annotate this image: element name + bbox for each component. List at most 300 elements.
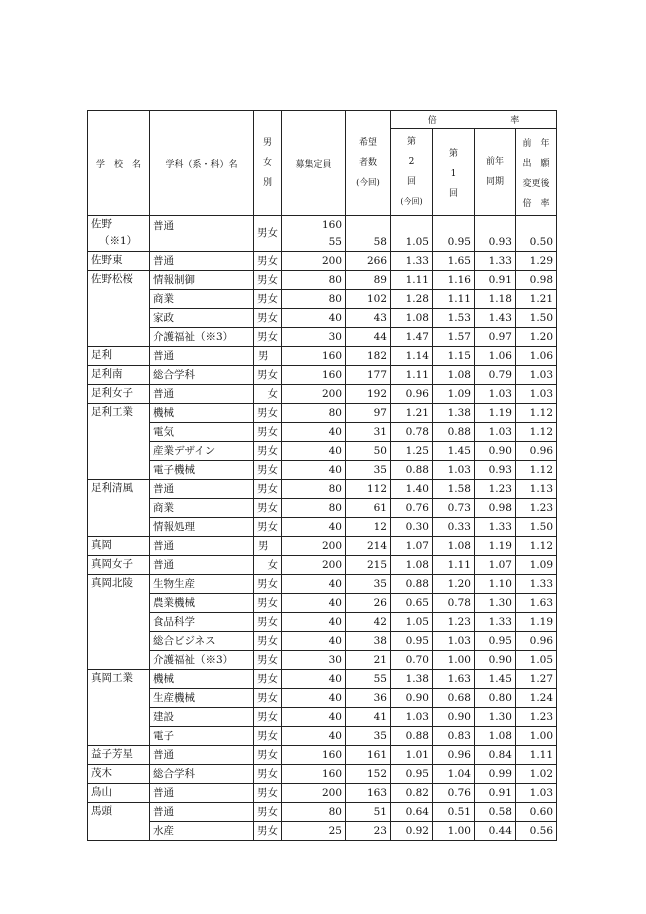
r1-value: 0.51 <box>433 803 475 822</box>
prev-value: 0.91 <box>475 784 516 803</box>
app-value: 51 <box>346 803 391 822</box>
capacity-value <box>282 765 346 784</box>
school-name-line: 佐野 <box>91 218 112 230</box>
school-name-line: （※1） <box>99 235 138 247</box>
pf-value: 0.96 <box>516 632 557 651</box>
school-name <box>88 803 150 841</box>
app-value: 152 <box>346 765 391 784</box>
capacity-line: 40 <box>328 634 342 647</box>
capacity-line: 80 <box>328 273 342 286</box>
pf-value: 1.23 <box>516 499 557 518</box>
r1-value: 1.16 <box>433 271 475 290</box>
capacity-line: 160 <box>321 368 342 381</box>
r2-value: 1.14 <box>391 347 433 366</box>
school-name <box>88 271 150 347</box>
prev-value: 1.10 <box>475 575 516 594</box>
pf-value: 1.03 <box>516 385 557 404</box>
sex-value: 男女 <box>254 290 282 309</box>
capacity-value <box>282 404 346 423</box>
prev-value: 1.33 <box>475 252 516 271</box>
header-round1: 第 1 回 <box>433 129 475 216</box>
pf-value: 0.96 <box>516 442 557 461</box>
app-value: 177 <box>346 366 391 385</box>
course-name: 電子機械 <box>150 461 254 480</box>
course-name: 普通 <box>150 746 254 765</box>
sex-value: 女 <box>254 556 282 575</box>
r1-value: 1.53 <box>433 309 475 328</box>
prev-value: 0.93 <box>475 216 516 252</box>
school-name-line: 真岡工業 <box>91 672 133 684</box>
course-name: 介護福祉（※3） <box>150 328 254 347</box>
pf-value: 1.21 <box>516 290 557 309</box>
header-course: 学科（系・科）名 <box>150 111 254 216</box>
school-name-line: 佐野松桜 <box>91 273 133 285</box>
course-name: 普通 <box>150 216 254 252</box>
course-name: 生物生産 <box>150 575 254 594</box>
table-row <box>88 651 557 670</box>
table-row <box>88 746 557 765</box>
r2-value: 1.03 <box>391 708 433 727</box>
r2-value: 0.82 <box>391 784 433 803</box>
r2-value: 0.88 <box>391 727 433 746</box>
capacity-line: 80 <box>328 406 342 419</box>
school-name-line: 茂木 <box>91 767 112 779</box>
capacity-line: 40 <box>328 672 342 685</box>
table-row <box>88 594 557 613</box>
r2-value: 0.65 <box>391 594 433 613</box>
r1-value: 0.95 <box>433 216 475 252</box>
capacity-value <box>282 651 346 670</box>
r1-value: 0.68 <box>433 689 475 708</box>
r1-value: 1.08 <box>433 537 475 556</box>
course-name: 情報制御 <box>150 271 254 290</box>
sex-value: 男女 <box>254 803 282 822</box>
sex-value: 男女 <box>254 727 282 746</box>
app-value: 192 <box>346 385 391 404</box>
pf-value: 0.56 <box>516 822 557 841</box>
school-name <box>88 366 150 385</box>
capacity-line: 40 <box>328 425 342 438</box>
table-row <box>88 404 557 423</box>
school-name-line: 真岡 <box>91 539 112 551</box>
app-value: 182 <box>346 347 391 366</box>
r1-value: 1.00 <box>433 651 475 670</box>
table-row <box>88 347 557 366</box>
table-row <box>88 613 557 632</box>
capacity-value <box>282 309 346 328</box>
course-name: 商業 <box>150 290 254 309</box>
school-name <box>88 216 150 252</box>
table-row <box>88 784 557 803</box>
capacity-line: 160 <box>321 349 342 362</box>
capacity-value <box>282 271 346 290</box>
table-row <box>88 442 557 461</box>
prev-value: 1.33 <box>475 518 516 537</box>
school-name <box>88 575 150 670</box>
r1-value: 1.08 <box>433 366 475 385</box>
capacity-value <box>282 632 346 651</box>
course-name: 総合ビジネス <box>150 632 254 651</box>
r1-value: 0.83 <box>433 727 475 746</box>
r1-value: 1.11 <box>433 556 475 575</box>
app-value: 35 <box>346 461 391 480</box>
school-name <box>88 556 150 575</box>
course-name: 産業デザイン <box>150 442 254 461</box>
r2-value: 0.92 <box>391 822 433 841</box>
r1-value: 0.78 <box>433 594 475 613</box>
capacity-value <box>282 252 346 271</box>
prev-value: 1.18 <box>475 290 516 309</box>
r2-value: 1.11 <box>391 366 433 385</box>
prev-value: 0.58 <box>475 803 516 822</box>
app-value: 214 <box>346 537 391 556</box>
course-name: 機械 <box>150 670 254 689</box>
table-body <box>88 216 557 841</box>
course-name: 建設 <box>150 708 254 727</box>
prev-value: 1.08 <box>475 727 516 746</box>
school-name-line: 足利南 <box>91 368 123 380</box>
course-name: 水産 <box>150 822 254 841</box>
app-value: 112 <box>346 480 391 499</box>
capacity-line: 80 <box>328 501 342 514</box>
r1-value: 1.58 <box>433 480 475 499</box>
course-name: 商業 <box>150 499 254 518</box>
capacity-value <box>282 480 346 499</box>
prev-value: 0.99 <box>475 765 516 784</box>
capacity-value <box>282 613 346 632</box>
r1-value: 1.00 <box>433 822 475 841</box>
r2-value: 1.07 <box>391 537 433 556</box>
sex-value: 男女 <box>254 594 282 613</box>
r1-value: 0.88 <box>433 423 475 442</box>
app-value: 26 <box>346 594 391 613</box>
r2-value: 1.05 <box>391 613 433 632</box>
header-prev-year: 前年 同期 <box>475 129 516 216</box>
header-applicants: 希望 者数 (今回) <box>346 111 391 216</box>
table-row <box>88 822 557 841</box>
capacity-value <box>282 784 346 803</box>
prev-value: 1.33 <box>475 613 516 632</box>
course-name: 普通 <box>150 347 254 366</box>
sex-value: 男女 <box>254 689 282 708</box>
pf-value: 1.00 <box>516 727 557 746</box>
pf-value: 1.13 <box>516 480 557 499</box>
pf-value: 1.33 <box>516 575 557 594</box>
app-value: 38 <box>346 632 391 651</box>
sex-value: 男女 <box>254 328 282 347</box>
capacity-line: 200 <box>321 558 342 571</box>
table-row <box>88 689 557 708</box>
pf-value: 1.09 <box>516 556 557 575</box>
pf-value: 0.50 <box>516 216 557 252</box>
pf-value: 1.03 <box>516 784 557 803</box>
school-name <box>88 670 150 746</box>
capacity-line: 40 <box>328 615 342 628</box>
capacity-line: 40 <box>328 520 342 533</box>
sex-value: 男女 <box>254 670 282 689</box>
course-name: 機械 <box>150 404 254 423</box>
app-value: 41 <box>346 708 391 727</box>
sex-value: 男女 <box>254 366 282 385</box>
pf-value: 1.50 <box>516 518 557 537</box>
school-name <box>88 404 150 480</box>
capacity-value <box>282 803 346 822</box>
r2-value: 1.33 <box>391 252 433 271</box>
capacity-value <box>282 328 346 347</box>
app-value: 43 <box>346 309 391 328</box>
prev-value: 1.30 <box>475 708 516 727</box>
sex-value: 男女 <box>254 404 282 423</box>
prev-value: 1.06 <box>475 347 516 366</box>
r2-value: 1.01 <box>391 746 433 765</box>
r2-value: 1.05 <box>391 216 433 252</box>
school-name-line: 佐野東 <box>91 254 123 266</box>
course-name: 情報処理 <box>150 518 254 537</box>
pf-value: 1.63 <box>516 594 557 613</box>
prev-value: 1.19 <box>475 404 516 423</box>
app-value: 50 <box>346 442 391 461</box>
r1-value: 0.33 <box>433 518 475 537</box>
capacity-value <box>282 556 346 575</box>
prev-value: 1.03 <box>475 385 516 404</box>
prev-value: 0.93 <box>475 461 516 480</box>
capacity-value <box>282 423 346 442</box>
school-name <box>88 746 150 765</box>
course-name: 家政 <box>150 309 254 328</box>
pf-value: 1.03 <box>516 366 557 385</box>
sex-value: 男女 <box>254 423 282 442</box>
pf-value: 1.23 <box>516 708 557 727</box>
pf-value: 1.27 <box>516 670 557 689</box>
table-row <box>88 765 557 784</box>
app-value: 35 <box>346 575 391 594</box>
course-name: 普通 <box>150 252 254 271</box>
table-row <box>88 575 557 594</box>
r2-value: 0.96 <box>391 385 433 404</box>
capacity-value <box>282 822 346 841</box>
r1-value: 1.38 <box>433 404 475 423</box>
course-name: 普通 <box>150 556 254 575</box>
sex-value: 男女 <box>254 518 282 537</box>
course-name: 食品科学 <box>150 613 254 632</box>
r2-value: 0.76 <box>391 499 433 518</box>
ratio-table <box>87 110 557 841</box>
prev-value: 1.23 <box>475 480 516 499</box>
table-row <box>88 328 557 347</box>
table-row <box>88 423 557 442</box>
table-row <box>88 252 557 271</box>
app-value: 89 <box>346 271 391 290</box>
r1-value: 1.45 <box>433 442 475 461</box>
r2-value: 1.38 <box>391 670 433 689</box>
sex-value: 男女 <box>254 309 282 328</box>
r1-value: 0.90 <box>433 708 475 727</box>
capacity-value <box>282 385 346 404</box>
table-row <box>88 518 557 537</box>
table-row <box>88 556 557 575</box>
r2-value: 1.08 <box>391 309 433 328</box>
r2-value: 0.88 <box>391 461 433 480</box>
r1-value: 1.03 <box>433 461 475 480</box>
pf-value: 1.20 <box>516 328 557 347</box>
pf-value: 1.12 <box>516 404 557 423</box>
r1-value: 1.63 <box>433 670 475 689</box>
school-name <box>88 784 150 803</box>
table-row <box>88 461 557 480</box>
capacity-line: 80 <box>328 805 342 818</box>
pf-value: 1.12 <box>516 461 557 480</box>
capacity-line: 40 <box>328 444 342 457</box>
capacity-line: 25 <box>328 824 342 837</box>
course-name: 普通 <box>150 385 254 404</box>
app-value: 161 <box>346 746 391 765</box>
r2-value: 1.08 <box>391 556 433 575</box>
app-value: 23 <box>346 822 391 841</box>
app-value: 58 <box>346 216 391 252</box>
pf-value: 1.05 <box>516 651 557 670</box>
capacity-line: 160 <box>321 767 342 780</box>
course-name: 総合学科 <box>150 765 254 784</box>
r1-value: 1.11 <box>433 290 475 309</box>
header-capacity: 募集定員 <box>282 111 346 216</box>
table-row <box>88 480 557 499</box>
pf-value: 1.24 <box>516 689 557 708</box>
capacity-value <box>282 499 346 518</box>
school-name <box>88 385 150 404</box>
prev-value: 1.19 <box>475 537 516 556</box>
school-name-line: 真岡北陵 <box>91 577 133 589</box>
prev-value: 0.80 <box>475 689 516 708</box>
r1-value: 1.04 <box>433 765 475 784</box>
school-name <box>88 347 150 366</box>
capacity-line: 160 <box>321 748 342 761</box>
r2-value: 0.64 <box>391 803 433 822</box>
prev-value: 0.79 <box>475 366 516 385</box>
sex-value: 男女 <box>254 271 282 290</box>
school-name <box>88 765 150 784</box>
app-value: 102 <box>346 290 391 309</box>
table-row <box>88 385 557 404</box>
header-sex: 男 女 別 <box>254 111 282 216</box>
course-name: 普通 <box>150 480 254 499</box>
sex-value: 男女 <box>254 822 282 841</box>
school-name-line: 益子芳星 <box>91 748 133 760</box>
prev-value: 0.90 <box>475 442 516 461</box>
sex-value: 女 <box>254 385 282 404</box>
prev-value: 1.03 <box>475 423 516 442</box>
pf-value: 1.50 <box>516 309 557 328</box>
pf-value: 1.06 <box>516 347 557 366</box>
app-value: 215 <box>346 556 391 575</box>
school-name-line: 足利清風 <box>91 482 133 494</box>
app-value: 61 <box>346 499 391 518</box>
prev-value: 1.43 <box>475 309 516 328</box>
capacity-value <box>282 518 346 537</box>
capacity-line: 40 <box>328 710 342 723</box>
capacity-line: 80 <box>328 482 342 495</box>
app-value: 21 <box>346 651 391 670</box>
course-name: 総合学科 <box>150 366 254 385</box>
capacity-line: 40 <box>328 577 342 590</box>
course-name: 介護福祉（※3） <box>150 651 254 670</box>
table-row <box>88 271 557 290</box>
r1-value: 1.65 <box>433 252 475 271</box>
school-name <box>88 537 150 556</box>
capacity-line: 200 <box>321 539 342 552</box>
sex-value: 男女 <box>254 461 282 480</box>
school-name-line: 足利工業 <box>91 406 133 418</box>
app-value: 31 <box>346 423 391 442</box>
r1-value: 1.09 <box>433 385 475 404</box>
school-name <box>88 480 150 537</box>
r1-value: 0.73 <box>433 499 475 518</box>
capacity-line: 200 <box>321 786 342 799</box>
prev-value: 0.91 <box>475 271 516 290</box>
capacity-line: 80 <box>328 292 342 305</box>
header-ratio-group: 倍 率 <box>391 111 557 129</box>
course-name: 普通 <box>150 803 254 822</box>
capacity-value <box>282 594 346 613</box>
header-school: 学 校 名 <box>88 111 150 216</box>
capacity-value <box>282 746 346 765</box>
capacity-value <box>282 290 346 309</box>
r1-value: 0.76 <box>433 784 475 803</box>
table-row <box>88 632 557 651</box>
capacity-line: 160 <box>321 218 342 231</box>
r2-value: 0.88 <box>391 575 433 594</box>
table-row <box>88 727 557 746</box>
capacity-value <box>282 727 346 746</box>
r2-value: 1.28 <box>391 290 433 309</box>
capacity-line: 30 <box>328 330 342 343</box>
capacity-line: 200 <box>321 254 342 267</box>
pf-value: 1.29 <box>516 252 557 271</box>
app-value: 266 <box>346 252 391 271</box>
r2-value: 1.11 <box>391 271 433 290</box>
capacity-line: 30 <box>328 653 342 666</box>
r2-value: 0.78 <box>391 423 433 442</box>
course-name: 電子 <box>150 727 254 746</box>
app-value: 36 <box>346 689 391 708</box>
app-value: 163 <box>346 784 391 803</box>
prev-value: 1.07 <box>475 556 516 575</box>
r2-value: 0.70 <box>391 651 433 670</box>
r2-value: 1.47 <box>391 328 433 347</box>
capacity-value <box>282 461 346 480</box>
sex-value: 男女 <box>254 784 282 803</box>
pf-value: 1.12 <box>516 423 557 442</box>
table-row <box>88 537 557 556</box>
prev-value: 1.45 <box>475 670 516 689</box>
table-row <box>88 309 557 328</box>
course-name: 農業機械 <box>150 594 254 613</box>
prev-value: 1.30 <box>475 594 516 613</box>
sex-value: 男女 <box>254 480 282 499</box>
sex-value: 男女 <box>254 252 282 271</box>
admission-ratio-sheet <box>87 110 556 841</box>
capacity-line: 40 <box>328 596 342 609</box>
sex-value: 男女 <box>254 765 282 784</box>
table-row <box>88 708 557 727</box>
r2-value: 1.21 <box>391 404 433 423</box>
prev-value: 0.90 <box>475 651 516 670</box>
table-row <box>88 216 557 252</box>
sex-value: 男 <box>254 537 282 556</box>
sex-value: 男女 <box>254 216 282 252</box>
school-name-line: 真岡女子 <box>91 558 133 570</box>
sex-value: 男女 <box>254 442 282 461</box>
r2-value: 1.25 <box>391 442 433 461</box>
